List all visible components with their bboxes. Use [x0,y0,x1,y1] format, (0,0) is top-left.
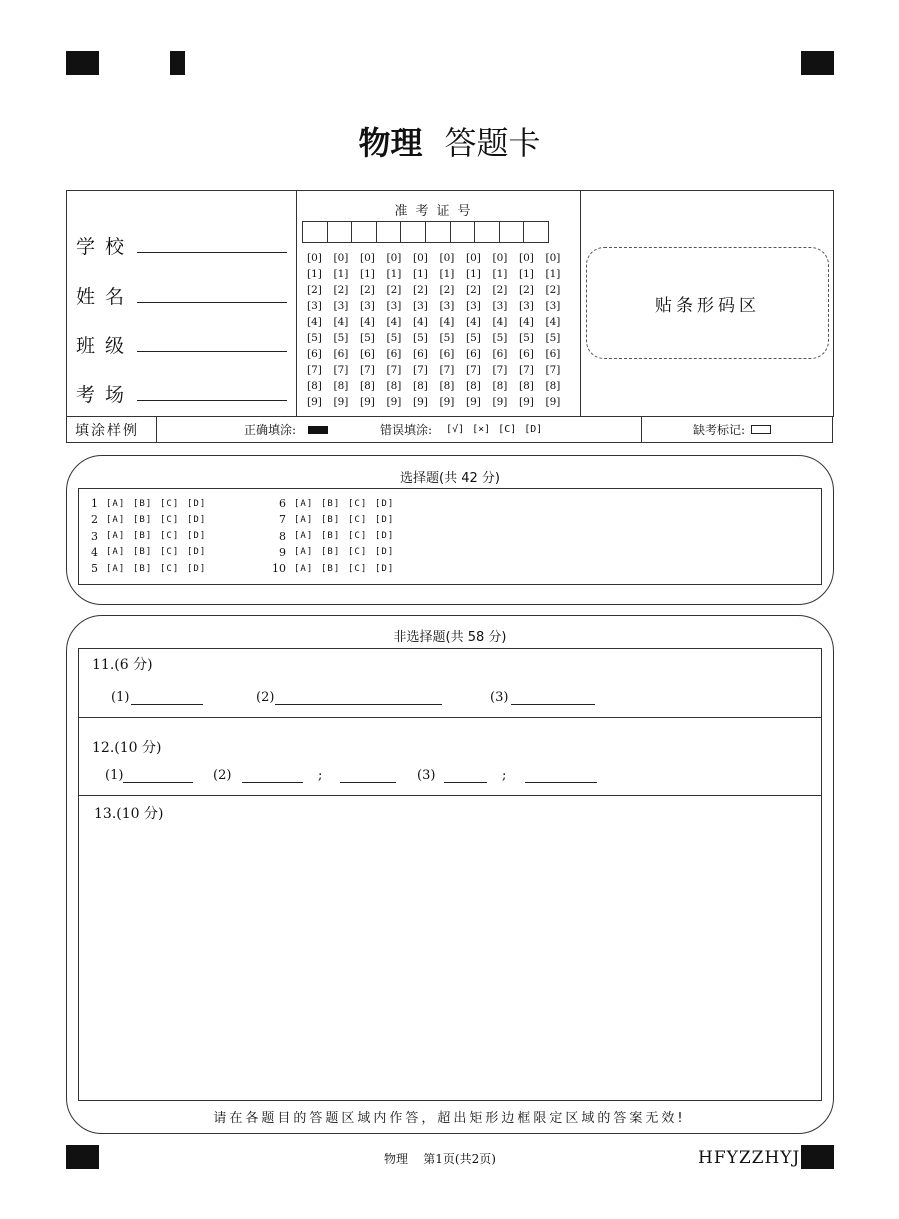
mc-option-bubble[interactable]: [B] [133,547,153,558]
digit-bubble[interactable]: [1] [386,268,402,280]
mc-question-row [82,513,214,526]
q12-blank3-label: (3) [417,768,436,783]
mc-option-bubble[interactable]: [B] [321,498,341,509]
mc-option-bubble[interactable]: [C] [348,514,368,525]
q12-blank3a[interactable] [444,782,487,783]
mc-question-row [270,497,402,510]
mc-option-bubble[interactable]: [D] [375,531,395,542]
mc-option-bubble[interactable]: [A] [106,563,126,574]
registration-mark-bottom-left [66,1145,99,1169]
mc-option-bubble[interactable]: [B] [133,563,153,574]
mc-option-bubble[interactable]: [D] [375,514,395,525]
digit-bubble[interactable]: [6] [466,348,481,360]
digit-bubble[interactable]: [7] [360,364,375,376]
q11-blank2[interactable] [275,704,442,705]
digit-bubble[interactable]: [0] [413,252,428,264]
digit-bubble[interactable]: [1] [307,268,322,280]
q11-blank3-label: (3) [490,690,509,705]
digit-bubble[interactable]: [8] [545,380,561,392]
exam-number-box[interactable] [499,221,525,243]
digit-bubble[interactable]: [5] [545,332,561,344]
digit-bubble[interactable]: [8] [466,380,481,392]
mc-option-bubble[interactable]: [D] [375,563,395,574]
exam-number-box[interactable] [523,221,549,243]
digit-bubble[interactable]: [2] [413,284,428,296]
mc-option-bubble[interactable]: [C] [160,531,180,542]
class-field[interactable] [137,351,287,352]
mc-question-number: 9 [279,545,286,559]
correct-fill-swatch [308,426,328,434]
digit-bubble[interactable]: [1] [333,268,349,280]
digit-row [307,394,572,410]
mc-option-bubble[interactable]: [D] [187,563,207,574]
mc-question-row [270,530,402,543]
digit-bubble[interactable]: [7] [386,364,402,376]
digit-bubble[interactable]: [3] [333,300,349,312]
digit-row [307,314,572,330]
digit-bubble[interactable]: [2] [386,284,402,296]
digit-row [307,266,572,282]
mc-question-number: 8 [279,529,286,543]
exam-number-digit-grid [307,250,572,410]
correct-fill-label: 正确填涂: [244,423,297,437]
mc-option-bubble[interactable]: [B] [321,547,341,558]
exam-number-box[interactable] [327,221,353,243]
digit-bubble[interactable]: [1] [413,268,428,280]
q12-blank2b[interactable] [340,782,396,783]
mc-option-bubble[interactable]: [C] [348,531,368,542]
digit-bubble[interactable]: [3] [386,300,402,312]
info-divider-right [580,190,581,417]
absent-mark [693,417,771,442]
digit-bubble[interactable]: [6] [492,348,508,360]
digit-bubble[interactable]: [3] [492,300,508,312]
mc-option-bubble[interactable]: [A] [294,498,314,509]
digit-bubble[interactable]: [9] [307,396,322,408]
correct-fill [244,417,328,442]
mc-option-bubble[interactable]: [A] [294,547,314,558]
digit-bubble[interactable]: [4] [545,316,561,328]
mc-section-title: 选择题(共 42 分) [400,471,500,486]
name-label: 姓 名 [76,286,127,308]
digit-bubble[interactable]: [7] [333,364,349,376]
mc-question-number: 7 [279,513,286,527]
digit-bubble[interactable]: [3] [307,300,322,312]
digit-row [307,330,572,346]
q12-blank2-label: (2) [213,768,232,783]
digit-bubble[interactable]: [2] [466,284,481,296]
digit-bubble[interactable]: [2] [333,284,349,296]
digit-bubble[interactable]: [1] [360,268,375,280]
mc-option-bubble[interactable]: [A] [106,531,126,542]
digit-bubble[interactable]: [9] [519,396,534,408]
digit-bubble[interactable]: [7] [439,364,455,376]
digit-bubble[interactable]: [5] [307,332,322,344]
absent-mark-box[interactable] [751,425,771,434]
digit-bubble[interactable]: [9] [492,396,508,408]
digit-row [307,282,572,298]
mc-option-bubble[interactable]: [C] [348,547,368,558]
room-field[interactable] [137,400,287,401]
mc-option-bubble[interactable]: [B] [133,498,153,509]
digit-bubble[interactable]: [5] [519,332,534,344]
barcode-label: 贴条形码区 [655,295,760,316]
digit-bubble[interactable]: [3] [360,300,375,312]
q12-separator-1: ; [318,768,323,783]
digit-bubble[interactable]: [5] [466,332,481,344]
digit-bubble[interactable]: [4] [466,316,481,328]
exam-number-box[interactable] [425,221,451,243]
digit-bubble[interactable]: [8] [519,380,534,392]
digit-bubble[interactable]: [3] [413,300,428,312]
mc-option-bubble[interactable]: [D] [187,531,207,542]
digit-bubble[interactable]: [4] [413,316,428,328]
digit-row [307,362,572,378]
wrong-fill [380,417,550,442]
mc-question-row [270,562,402,575]
paper-code: HFYZZHYJ [698,1148,801,1168]
q12-label: 12.(10 分) [92,740,162,756]
digit-bubble[interactable]: [1] [466,268,481,280]
digit-row [307,346,572,362]
digit-bubble[interactable]: [0] [545,252,561,264]
exam-number-box[interactable] [302,221,328,243]
mc-option-bubble[interactable]: [B] [133,514,153,525]
digit-bubble[interactable]: [8] [413,380,428,392]
digit-bubble[interactable]: [3] [545,300,561,312]
digit-bubble[interactable]: [6] [413,348,428,360]
exam-number-boxes [303,221,549,243]
digit-row [307,250,572,266]
digit-bubble[interactable]: [8] [360,380,375,392]
digit-bubble[interactable]: [2] [307,284,322,296]
digit-bubble[interactable]: [4] [386,316,402,328]
registration-mark-bottom-right [801,1145,834,1169]
digit-bubble[interactable]: [0] [386,252,402,264]
registration-mark-top-right [801,51,834,75]
digit-bubble[interactable]: [0] [519,252,534,264]
digit-bubble[interactable]: [0] [360,252,375,264]
wrong-fill-mark: [C] [498,424,517,435]
digit-bubble[interactable]: [1] [492,268,508,280]
digit-bubble[interactable]: [5] [386,332,402,344]
mc-option-bubble[interactable]: [C] [160,514,180,525]
fill-divider-2 [641,417,642,442]
wrong-fill-label: 错误填涂: [380,423,433,437]
digit-bubble[interactable]: [0] [307,252,322,264]
q11-blank2-label: (2) [256,690,275,705]
mc-question-row [82,546,214,559]
q11-label: 11.(6 分) [92,657,153,673]
mc-question-row [82,562,214,575]
digit-bubble[interactable]: [5] [360,332,375,344]
wrong-fill-mark: [×] [472,424,491,435]
exam-number-box[interactable] [400,221,426,243]
digit-bubble[interactable]: [6] [439,348,455,360]
digit-bubble[interactable]: [8] [333,380,349,392]
mc-question-number: 2 [91,513,98,527]
mc-option-bubble[interactable]: [C] [348,498,368,509]
free-section-title: 非选择题(共 58 分) [393,630,507,645]
mc-option-bubble[interactable]: [A] [294,531,314,542]
digit-bubble[interactable]: [9] [333,396,349,408]
fill-example-row [66,416,833,443]
mc-option-bubble[interactable]: [D] [187,498,207,509]
digit-bubble[interactable]: [5] [439,332,455,344]
mc-option-bubble[interactable]: [A] [294,563,314,574]
fill-divider-1 [156,417,157,442]
mc-option-bubble[interactable]: [A] [294,514,314,525]
exam-number-box[interactable] [450,221,476,243]
digit-bubble[interactable]: [3] [466,300,481,312]
digit-bubble[interactable]: [4] [360,316,375,328]
digit-bubble[interactable]: [5] [333,332,349,344]
exam-number-box[interactable] [376,221,402,243]
exam-number-title: 准考证号 [394,204,479,219]
mc-option-bubble[interactable]: [B] [321,563,341,574]
mc-option-bubble[interactable]: [D] [375,498,395,509]
q12-blank1[interactable] [123,782,193,783]
digit-bubble[interactable]: [0] [439,252,455,264]
wrong-fill-mark: [√] [446,424,465,435]
barcode-area [586,247,829,359]
digit-bubble[interactable]: [0] [333,252,349,264]
mc-option-bubble[interactable]: [D] [187,547,207,558]
school-label: 学 校 [76,236,127,258]
mc-option-bubble[interactable]: [C] [348,563,368,574]
digit-bubble[interactable]: [2] [545,284,561,296]
digit-bubble[interactable]: [9] [545,396,561,408]
digit-bubble[interactable]: [7] [519,364,534,376]
q13-label: 13.(10 分) [94,806,164,822]
digit-bubble[interactable]: [4] [439,316,455,328]
digit-bubble[interactable]: [6] [545,348,561,360]
digit-bubble[interactable]: [2] [360,284,375,296]
mc-question-number: 1 [91,497,98,510]
digit-bubble[interactable]: [1] [519,268,534,280]
digit-bubble[interactable]: [3] [439,300,455,312]
digit-bubble[interactable]: [2] [439,284,455,296]
mc-option-bubble[interactable]: [B] [321,531,341,542]
digit-bubble[interactable]: [7] [545,364,561,376]
digit-bubble[interactable]: [6] [307,348,322,360]
digit-bubble[interactable]: [8] [439,380,455,392]
mc-option-bubble[interactable]: [A] [106,498,126,509]
digit-bubble[interactable]: [0] [492,252,508,264]
mc-option-bubble[interactable]: [C] [160,498,180,509]
mc-question-number: 6 [279,497,286,510]
digit-bubble[interactable]: [1] [439,268,455,280]
digit-bubble[interactable]: [5] [413,332,428,344]
school-field[interactable] [137,252,287,253]
mc-option-bubble[interactable]: [B] [321,514,341,525]
subject-title: 物理 [358,124,423,162]
class-label: 班 级 [76,335,127,357]
wrong-fill-marks [446,424,550,435]
q12-blank3b[interactable] [525,782,597,783]
name-field[interactable] [137,302,287,303]
page-info: 物理 第1页(共2页) [384,1152,496,1166]
digit-bubble[interactable]: [7] [413,364,428,376]
digit-bubble[interactable]: [9] [360,396,375,408]
digit-bubble[interactable]: [7] [307,364,322,376]
room-label: 考 场 [76,384,127,406]
digit-bubble[interactable]: [7] [492,364,508,376]
mc-option-bubble[interactable]: [D] [375,547,395,558]
digit-bubble[interactable]: [0] [466,252,481,264]
digit-bubble[interactable]: [7] [466,364,481,376]
mc-question-number: 10 [272,562,286,576]
digit-bubble[interactable]: [9] [413,396,428,408]
digit-bubble[interactable]: [6] [333,348,349,360]
q13-answer-area[interactable] [80,826,820,1099]
mc-question-number: 5 [91,562,98,576]
mc-question-number: 4 [91,545,98,559]
digit-bubble[interactable]: [9] [466,396,481,408]
q12-divider [78,795,822,796]
fill-example-label: 填涂样例 [75,422,139,439]
mc-question-row [82,497,214,510]
mc-question-row [270,513,402,526]
digit-bubble[interactable]: [8] [307,380,322,392]
digit-bubble[interactable]: [6] [386,348,402,360]
q11-divider [78,717,822,718]
q11-blank3[interactable] [511,704,595,705]
registration-mark-top-small [170,51,185,75]
digit-bubble[interactable]: [4] [333,316,349,328]
wrong-fill-mark: [D] [524,424,543,435]
digit-bubble[interactable]: [6] [519,348,534,360]
mc-option-bubble[interactable]: [C] [160,563,180,574]
footer-note: 请在各题目的答题区域内作答，超出矩形边框限定区域的答案无效! [213,1111,686,1126]
page-title [0,118,899,164]
digit-bubble[interactable]: [4] [492,316,508,328]
q11-blank1-label: (1) [111,690,130,705]
digit-row [307,378,572,394]
digit-bubble[interactable]: [8] [492,380,508,392]
absent-mark-label: 缺考标记: [693,423,746,437]
digit-bubble[interactable]: [4] [307,316,322,328]
digit-row [307,298,572,314]
digit-bubble[interactable]: [9] [439,396,455,408]
digit-bubble[interactable]: [4] [519,316,534,328]
q12-separator-2: ; [502,768,507,783]
mc-question-row [270,546,402,559]
digit-bubble[interactable]: [6] [360,348,375,360]
digit-bubble[interactable]: [3] [519,300,534,312]
q12-blank2a[interactable] [242,782,303,783]
registration-mark-top-left [66,51,99,75]
digit-bubble[interactable]: [5] [492,332,508,344]
digit-bubble[interactable]: [1] [545,268,561,280]
q12-blank1-label: (1) [105,768,124,783]
info-divider-left [296,190,297,417]
card-title: 答题卡 [444,124,541,162]
digit-bubble[interactable]: [8] [386,380,402,392]
q11-blank1[interactable] [131,704,203,705]
digit-bubble[interactable]: [2] [492,284,508,296]
exam-number-box[interactable] [351,221,377,243]
mc-option-bubble[interactable]: [C] [160,547,180,558]
mc-option-bubble[interactable]: [B] [133,531,153,542]
mc-question-number: 3 [91,529,98,543]
digit-bubble[interactable]: [9] [386,396,402,408]
mc-option-bubble[interactable]: [D] [187,514,207,525]
mc-option-bubble[interactable]: [A] [106,547,126,558]
mc-option-bubble[interactable]: [A] [106,514,126,525]
digit-bubble[interactable]: [2] [519,284,534,296]
exam-number-box[interactable] [474,221,500,243]
mc-question-row [82,530,214,543]
